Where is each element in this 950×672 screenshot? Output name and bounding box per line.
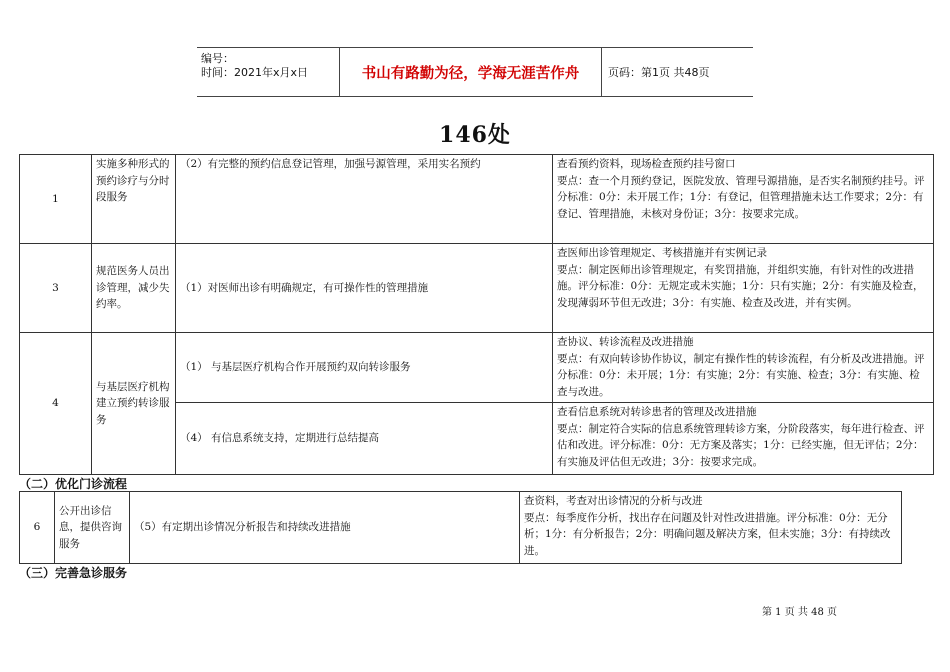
row-number: 4: [20, 333, 92, 475]
method-text: 查医师出诊管理规定、考核措施并有实例记录: [557, 247, 767, 259]
criteria-cell: [553, 244, 934, 333]
measure-cell: （1）对医师出诊有明确规定，有可操作性的管理措施: [176, 244, 553, 333]
row-number: 6: [20, 492, 55, 564]
criteria-cell: [553, 155, 934, 244]
outpatient-table: [19, 491, 902, 564]
section-heading: （三）完善急诊服务: [19, 566, 128, 580]
method-text: 查看信息系统对转诊患者的管理及改进措施: [557, 406, 757, 418]
table-row: [20, 333, 934, 403]
document-header: [197, 47, 753, 97]
header-motto: 书山有路勤为径，学海无涯苦作舟: [340, 48, 602, 96]
criteria-cell: [553, 403, 934, 475]
method-text: 查看预约资料，现场检查预约挂号窗口: [557, 158, 736, 170]
item-cell: 规范医务人员出诊管理，减少失约率。: [92, 244, 176, 333]
criteria-cell: [520, 492, 902, 564]
time-label: 时间：2021年x月x日: [201, 66, 309, 79]
item-cell: 公开出诊信息，提供咨询服务: [55, 492, 130, 564]
method-text: 查资料，考查对出诊情况的分析与改进: [524, 495, 703, 507]
criteria-text: 要点：制定符合实际的信息系统管理转诊方案，分阶段落实，每年进行检查、评估和改进。评分标准：0分：无方案及落实；1分：已经实施，但无评估；2分：有实施及评估但无改进；3分：按要求完成。: [557, 422, 925, 468]
method-text: 查协议、转诊流程及改进措施: [557, 336, 694, 348]
measure-cell: （5）有定期出诊情况分析报告和持续改进措施: [130, 492, 520, 564]
criteria-text: 要点：每季度作分析，找出存在问题及针对性改进措施。评分标准：0分：无分析；1分：有分析报告；2分：明确问题及解决方案，但未实施；3分：有持续改进。: [524, 511, 891, 557]
table-row: [20, 492, 902, 564]
criteria-text: 要点：制定医师出诊管理规定，有奖罚措施，并组织实施，有针对性的改进措施。评分标准：0分：无规定或未实施；1分：只有实施；2分：有实施及检查，发现薄弱环节但无改进；3分：有实施、检查及改进，并有实例。: [557, 263, 924, 309]
criteria-text: 要点：查一个月预约登记，医院发放、管理号源措施，是否实名制预约挂号。评分标准：0分：未开展工作；1分：有登记，但管理措施未达工作要求；2分：有登记、管理措施，未核对身份证；3分：按要求完成。: [557, 174, 925, 220]
criteria-text: 要点：有双向转诊协作协议，制定有操作性的转诊流程，有分析及改进措施。评分标准：0分：未开展；1分：有实施；2分：有实施、检查；3分：有实施、检查与改进。: [557, 352, 925, 398]
section-heading: （二）优化门诊流程: [19, 477, 128, 491]
row-number: 1: [20, 155, 92, 244]
page-footer: 第 1 页 共 48 页: [762, 607, 837, 618]
table-row: [20, 155, 934, 244]
criteria-cell: [553, 333, 934, 403]
row-number: 3: [20, 244, 92, 333]
item-cell: 实施多种形式的预约诊疗与分时段服务: [92, 155, 176, 244]
measure-cell: （4） 有信息系统支持，定期进行总结提高: [176, 403, 553, 475]
table-row: [20, 244, 934, 333]
document-title: 146处: [439, 122, 511, 148]
item-cell: 与基层医疗机构建立预约转诊服务: [92, 333, 176, 475]
serial-label: 编号：: [201, 52, 234, 65]
standards-table: [19, 154, 934, 475]
measure-cell: （2）有完整的预约信息登记管理，加强号源管理，采用实名预约: [176, 155, 553, 244]
header-info: [197, 48, 340, 96]
header-page-label: 页码：第1页 共48页: [608, 66, 710, 79]
measure-cell: （1） 与基层医疗机构合作开展预约双向转诊服务: [176, 333, 553, 403]
